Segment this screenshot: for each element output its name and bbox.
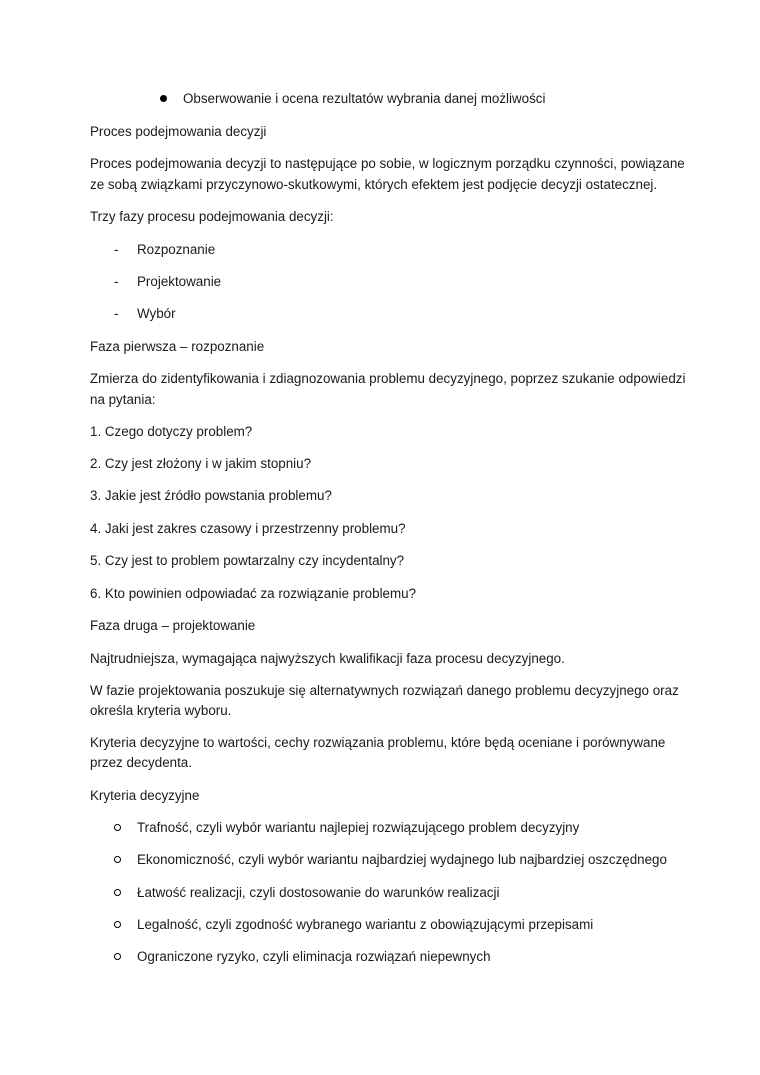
question-item: 1. Czego dotyczy problem? [90, 424, 253, 439]
circle-bullet-icon [114, 824, 121, 831]
criteria-item: Łatwość realizacji, czyli dostosowanie do warunków realizacji [137, 885, 500, 900]
question-item: 2. Czy jest złożony i w jakim stopniu? [90, 456, 312, 471]
paragraph-criteria-def-line-1: Kryteria decyzyjne to wartości, cechy rozwiązania problemu, które będą oceniane i porównywane [90, 735, 666, 750]
phase-item: Rozpoznanie [137, 242, 216, 257]
paragraph-criteria-def-line-2: przez decydenta. [90, 755, 192, 770]
circle-bullet-icon [114, 953, 121, 960]
criteria-item: Trafność, czyli wybór wariantu najlepiej rozwiązującego problem decyzyjny [137, 820, 580, 835]
heading-criteria: Kryteria decyzyjne [90, 788, 200, 803]
heading-process: Proces podejmowania decyzji [90, 124, 267, 139]
question-item: 3. Jakie jest źródło powstania problemu? [90, 488, 332, 503]
paragraph-phase-1-line-2: na pytania: [90, 392, 156, 407]
paragraph-design-line-2: określa kryteria wyboru. [90, 703, 232, 718]
question-item: 5. Czy jest to problem powtarzalny czy incydentalny? [90, 553, 405, 568]
question-item: 6. Kto powinien odpowiadać za rozwiązanie problemu? [90, 586, 417, 601]
question-item: 4. Jaki jest zakres czasowy i przestrzenny problemu? [90, 521, 406, 536]
dash-marker: - [114, 306, 119, 321]
heading-phase-1: Faza pierwsza – rozpoznanie [90, 339, 265, 354]
phases-intro: Trzy fazy procesu podejmowania decyzji: [90, 209, 334, 224]
phase-item: Wybór [137, 306, 176, 321]
criteria-item: Legalność, czyli zgodność wybranego wariantu z obowiązującymi przepisami [137, 917, 594, 932]
top-bullet-text: Obserwowanie i ocena rezultatów wybrania danej możliwości [183, 91, 546, 106]
paragraph-hardest: Najtrudniejsza, wymagająca najwyższych kwalifikacji faza procesu decyzyjnego. [90, 651, 565, 666]
paragraph-phase-1-line-1: Zmierza do zidentyfikowania i zdiagnozowania problemu decyzyjnego, poprzez szukanie odpowiedzi [90, 371, 686, 386]
dash-marker: - [114, 274, 119, 289]
dash-marker: - [114, 242, 119, 257]
criteria-item: Ekonomiczność, czyli wybór wariantu najbardziej wydajnego lub najbardziej oszczędnego [137, 852, 667, 867]
heading-phase-2: Faza druga – projektowanie [90, 618, 256, 633]
paragraph-process-line-2: ze sobą związkami przyczynowo-skutkowymi, których efektem jest podjęcie decyzji ostatecznej. [90, 177, 658, 192]
criteria-item: Ograniczone ryzyko, czyli eliminacja rozwiązań niepewnych [137, 949, 491, 964]
circle-bullet-icon [114, 921, 121, 928]
circle-bullet-icon [114, 856, 121, 863]
bullet-dot-icon [160, 95, 167, 102]
paragraph-process-line-1: Proces podejmowania decyzji to następujące po sobie, w logicznym porządku czynności, powiązane [90, 156, 685, 171]
phase-item: Projektowanie [137, 274, 222, 289]
circle-bullet-icon [114, 889, 121, 896]
paragraph-design-line-1: W fazie projektowania poszukuje się alternatywnych rozwiązań danego problemu decyzyjnego oraz [90, 683, 679, 698]
